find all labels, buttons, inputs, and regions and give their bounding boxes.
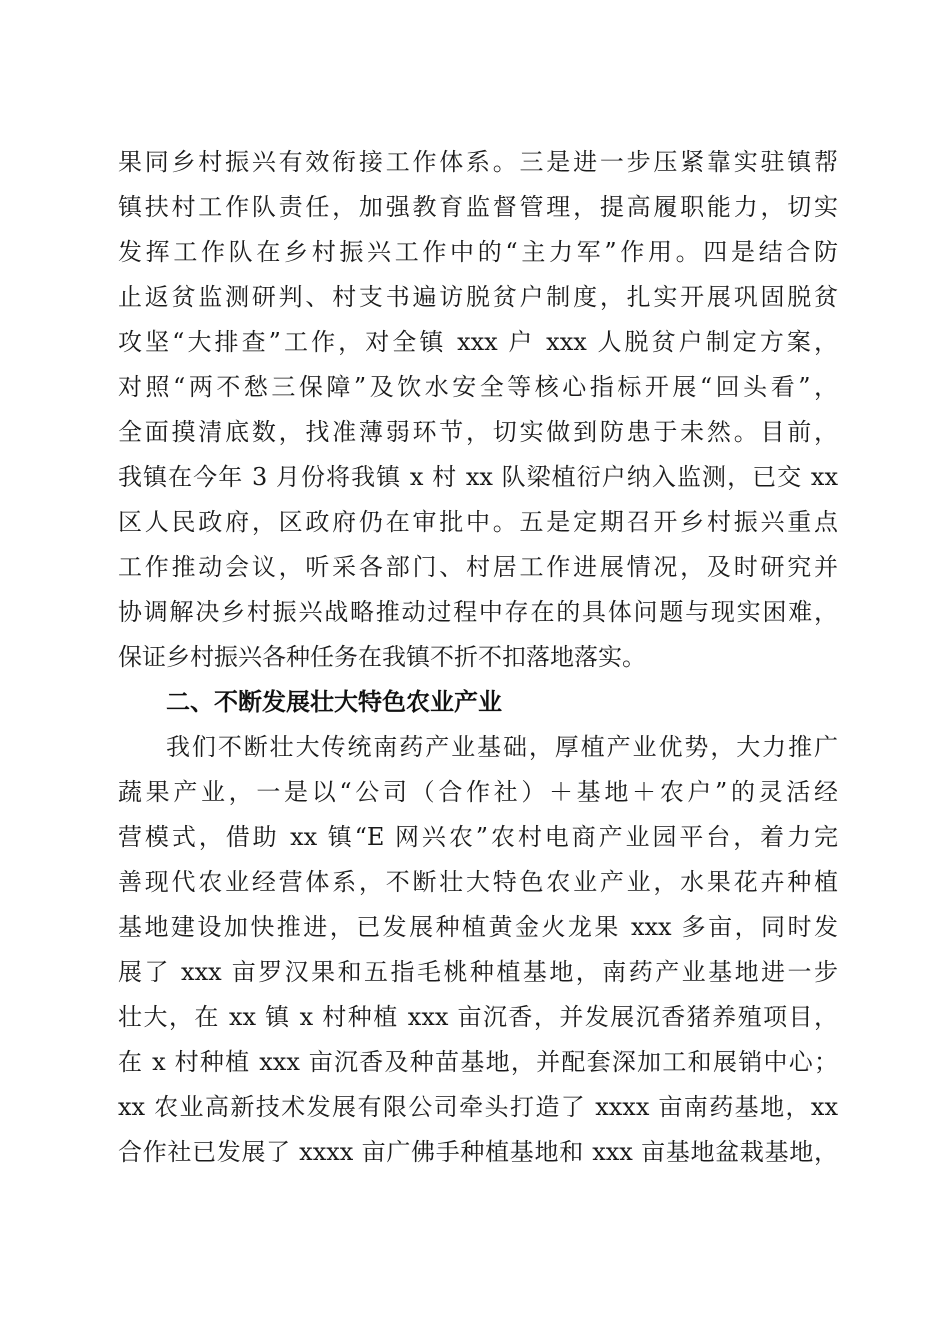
paragraph-line: 保证乡村振兴各种任务在我镇不折不扣落地落实。 <box>118 643 646 671</box>
paragraph-line: 攻坚“大排查”工作，对全镇 xxx 户 xxx 人脱贫户制定方案， <box>118 328 838 356</box>
paragraph-line: 善现代农业经营体系，不断壮大特色农业产业，水果花卉种植 <box>118 868 838 896</box>
paragraph-line: 区人民政府，区政府仍在审批中。五是定期召开乡村振兴重点 <box>118 508 838 536</box>
paragraph-line: 营模式，借助 xx 镇“E 网兴农”农村电商产业园平台，着力完 <box>118 823 838 851</box>
paragraph-line: 基地建设加快推进，已发展种植黄金火龙果 xxx 多亩，同时发 <box>118 913 838 941</box>
section-heading: 二、不断发展壮大特色农业产业 <box>166 688 502 716</box>
paragraph-line: 工作推动会议，听采各部门、村居工作进展情况，及时研究并 <box>118 553 838 581</box>
paragraph-line: 我们不断壮大传统南药产业基础，厚植产业优势，大力推广 <box>166 733 838 761</box>
paragraph-line: 镇扶村工作队责任，加强教育监督管理，提高履职能力，切实 <box>118 193 838 221</box>
paragraph-line: 在 x 村种植 xxx 亩沉香及种苗基地，并配套深加工和展销中心； <box>118 1048 838 1076</box>
paragraph-line: 蔬果产业，一是以“公司（合作社）＋基地＋农户”的灵活经 <box>118 778 838 806</box>
paragraph-line: xx 农业高新技术发展有限公司牵头打造了 xxxx 亩南药基地，xx <box>118 1093 838 1121</box>
paragraph-line: 壮大，在 xx 镇 x 村种植 xxx 亩沉香，并发展沉香猪养殖项目， <box>118 1003 838 1031</box>
paragraph-line: 果同乡村振兴有效衔接工作体系。三是进一步压紧靠实驻镇帮 <box>118 148 838 176</box>
paragraph-line: 对照“两不愁三保障”及饮水安全等核心指标开展“回头看”， <box>118 373 838 401</box>
paragraph-line: 协调解决乡村振兴战略推动过程中存在的具体问题与现实困难， <box>118 598 838 626</box>
paragraph-line: 全面摸清底数，找准薄弱环节，切实做到防患于未然。目前， <box>118 418 838 446</box>
paragraph-line: 发挥工作队在乡村振兴工作中的“主力军”作用。四是结合防 <box>118 238 838 266</box>
paragraph-line: 合作社已发展了 xxxx 亩广佛手种植基地和 xxx 亩基地盆栽基地， <box>118 1138 838 1166</box>
paragraph-line: 展了 xxx 亩罗汉果和五指毛桃种植基地，南药产业基地进一步 <box>118 958 838 986</box>
paragraph-line: 止返贫监测研判、村支书遍访脱贫户制度，扎实开展巩固脱贫 <box>118 283 838 311</box>
paragraph-line: 我镇在今年 3 月份将我镇 x 村 xx 队梁植衍户纳入监测，已交 xx <box>118 463 838 491</box>
